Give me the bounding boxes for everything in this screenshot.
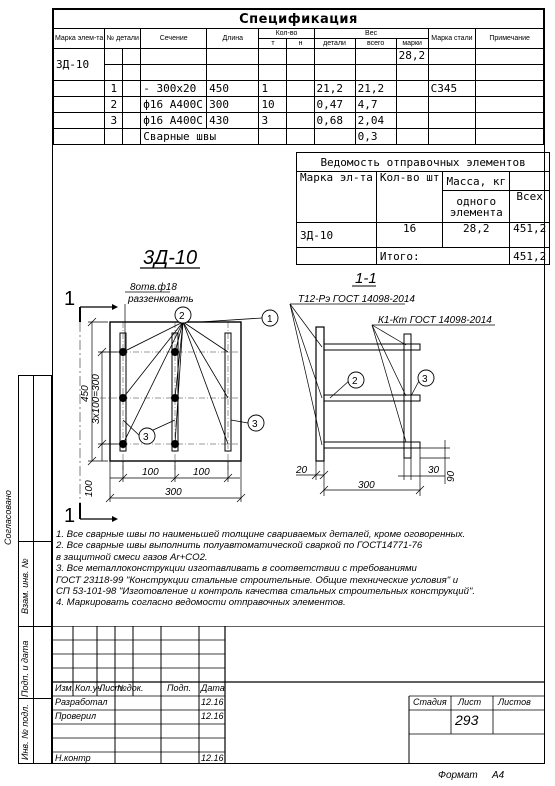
plate-side bbox=[316, 327, 324, 461]
ved-col-one: одного элемента bbox=[443, 191, 510, 223]
dim-100-left: 100 bbox=[84, 480, 95, 497]
table-row: 1 - 300х20 450 1 21,2 21,2 С345 bbox=[54, 81, 544, 97]
note: ГОСТ 23118-99 "Конструкции стальные строительные. Общие технические условия" и bbox=[56, 574, 459, 586]
svg-text:1: 1 bbox=[64, 288, 76, 310]
callout-2: 2 bbox=[179, 311, 185, 322]
note: 2. Все сварные швы выполнить полуавтоматической сваркой по ГОСТ14771-76 bbox=[56, 540, 423, 552]
dim-300-section: 300 bbox=[358, 480, 375, 491]
hdr-mark: Марка элем-та bbox=[54, 29, 105, 49]
hdr-detail: № детали bbox=[105, 29, 141, 49]
hdr-section: Сечение bbox=[141, 29, 207, 49]
format-value: А4 bbox=[492, 770, 505, 781]
note: 4. Маркировать согласно ведомости отправочных элементов. bbox=[56, 597, 346, 609]
stamp-col: Кол.уч bbox=[75, 683, 102, 693]
note: 1. Все сварные швы по наименьшей толщине свариваемых деталей, кроме оговоренных. bbox=[56, 529, 466, 540]
dim-300: 300 bbox=[165, 487, 182, 498]
note: СП 53-101-98 "Изготовление и контроль качества стальных строительных конструкций". bbox=[56, 586, 476, 598]
stamp-date: 12.16 bbox=[201, 697, 224, 707]
hdr-t: т bbox=[259, 39, 287, 49]
hdr-w-detail: детали bbox=[314, 39, 355, 49]
note: в защитной смеси газов Ar+CO2. bbox=[56, 551, 208, 563]
hdr-n: н bbox=[287, 39, 314, 49]
ved-one: 28,2 bbox=[443, 223, 510, 248]
callout-1: 1 bbox=[267, 314, 273, 325]
hdr-weight: Вес bbox=[314, 29, 428, 39]
dim-100: 100 bbox=[193, 467, 210, 478]
drawing-title: 3Д-10 bbox=[143, 247, 198, 269]
ved-mark: 3Д-10 bbox=[297, 223, 377, 248]
format-label: Формат bbox=[438, 770, 478, 781]
hdr-length: Длина bbox=[207, 29, 259, 49]
spec-mark-weight: 28,2 bbox=[396, 49, 428, 65]
hdr-qty: Кол-во bbox=[259, 29, 314, 39]
side-label-replace: Взам. инв. № bbox=[20, 558, 30, 614]
stamp-col: Дата bbox=[201, 683, 225, 693]
stamp-sheet: Лист bbox=[458, 697, 482, 707]
ved-total: 451,2 bbox=[510, 248, 550, 265]
side-label-inv: Инв. № подл. bbox=[20, 704, 30, 760]
ved-col-all: Всех bbox=[510, 191, 550, 223]
technical-notes bbox=[56, 529, 542, 609]
section-title: 1-1 bbox=[355, 270, 377, 287]
stamp-role: Н.контр bbox=[55, 753, 91, 763]
spec-mark: 3Д-10 bbox=[54, 49, 105, 81]
section-cut-top bbox=[64, 288, 118, 322]
hdr-w-total: всего bbox=[355, 39, 396, 49]
stamp-date: 12.16 bbox=[201, 711, 224, 721]
dim-20: 20 bbox=[296, 465, 308, 476]
note: 3. Все металлоконструкции изготавливать в соответствии с требованиями bbox=[56, 563, 417, 575]
dim-100: 100 bbox=[142, 467, 159, 478]
table-row: 3 ф16 А400С 430 3 0,68 2,04 bbox=[54, 113, 544, 129]
weld-note-2: К1-Кт ГОСТ 14098-2014 bbox=[378, 315, 492, 326]
table-row: 2 ф16 А400С 300 10 0,47 4,7 bbox=[54, 97, 544, 113]
welds-label: Сварные швы bbox=[141, 129, 259, 145]
callout-2: 2 bbox=[352, 376, 358, 387]
section-cut-bottom bbox=[64, 503, 118, 527]
side-label-sign-date: Подп. и дата bbox=[20, 640, 30, 697]
side-label-agreed: Согласовано bbox=[3, 490, 13, 545]
callout-3: 3 bbox=[143, 432, 149, 443]
dim-3x100: 3х100=300 bbox=[91, 374, 102, 424]
hdr-steel: Марка стали bbox=[428, 29, 476, 49]
stamp-col: Подп. bbox=[167, 683, 191, 693]
title-block bbox=[53, 626, 544, 764]
ved-col-mark: Марка эл-та bbox=[297, 172, 377, 223]
dim-90: 90 bbox=[446, 470, 457, 482]
ved-all: 451,2 bbox=[510, 223, 550, 248]
hole-note-2: раззенковать bbox=[128, 294, 194, 305]
ved-col-mass: Масса, кг bbox=[443, 172, 510, 191]
dim-30: 30 bbox=[428, 465, 440, 476]
dim-450: 450 bbox=[80, 385, 91, 402]
stamp-col: Лист bbox=[99, 683, 123, 693]
stamp-role: Проверил bbox=[55, 711, 97, 721]
weld-note-1: Т12-Рэ ГОСТ 14098-2014 bbox=[298, 294, 415, 305]
stamp-sheets: Листов bbox=[498, 697, 531, 707]
callout-3: 3 bbox=[252, 419, 258, 430]
ved-qty: 16 bbox=[376, 223, 443, 248]
vedomost-title: Ведомость отправочных элементов bbox=[297, 153, 550, 172]
stamp-date: 12.16 bbox=[201, 753, 224, 763]
hole-note: 8отв.ф18 bbox=[130, 282, 177, 293]
svg-text:1: 1 bbox=[64, 505, 76, 527]
spec-title: Спецификация bbox=[54, 10, 544, 29]
hdr-note: Примечание bbox=[476, 29, 544, 49]
stamp-col: №док. bbox=[117, 683, 144, 693]
stamp-role: Разработал bbox=[55, 697, 108, 707]
sheet-number: 293 bbox=[455, 712, 479, 728]
welds-weight: 0,3 bbox=[355, 129, 396, 145]
ved-col-qty: Кол-во шт bbox=[376, 172, 443, 223]
hdr-w-mark: марки bbox=[396, 39, 428, 49]
stamp-stage: Стадия bbox=[413, 697, 447, 707]
ved-total-label: Итого: bbox=[376, 248, 509, 265]
stamp-col: Изм. bbox=[55, 683, 75, 693]
callout-3: 3 bbox=[422, 374, 428, 385]
